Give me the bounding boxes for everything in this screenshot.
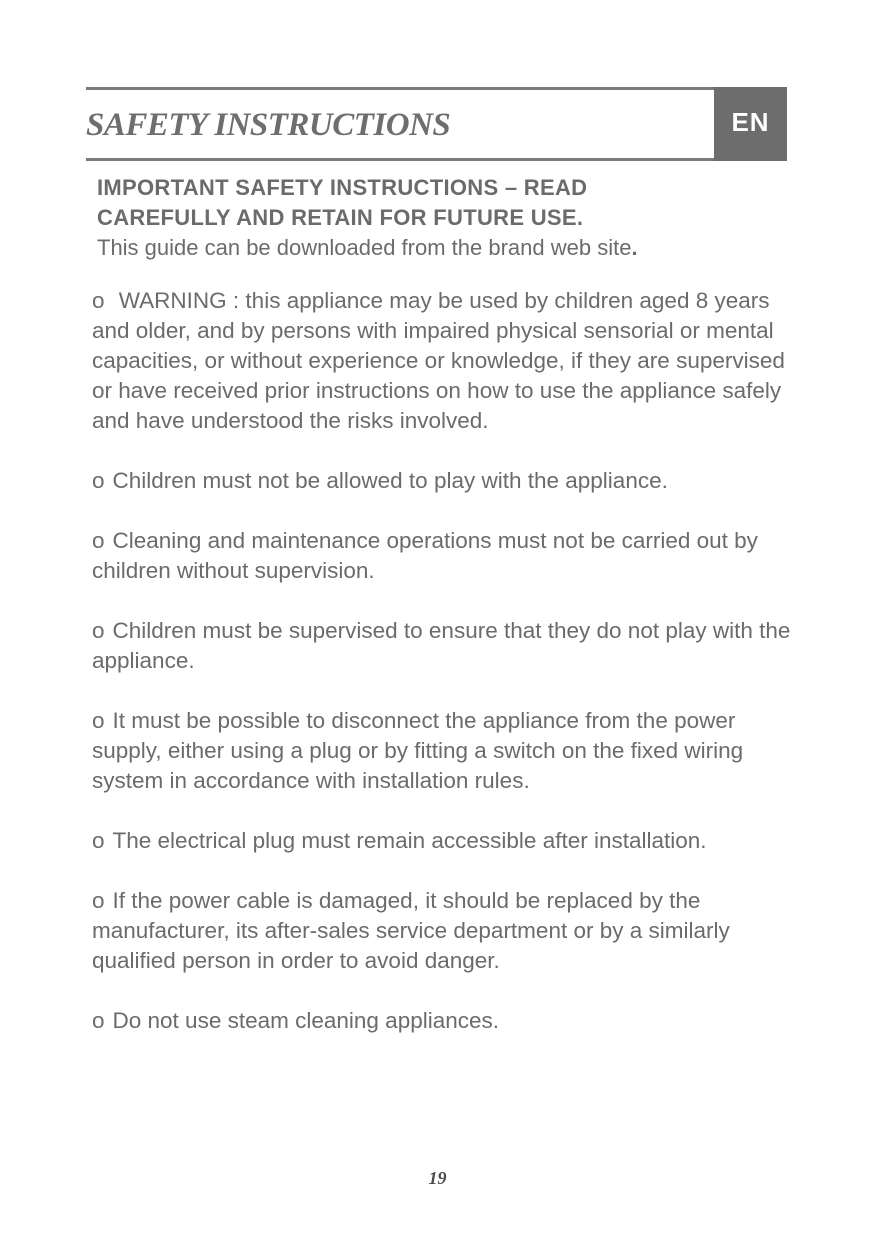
bullet-icon: o (92, 288, 105, 313)
language-tab: EN (714, 87, 787, 161)
list-item-text: WARNING : this appliance may be used by children aged 8 years and older, and by persons with impaired physical sensorial or mental capacities, or without experience or knowledge, if they are supervised or have received prior instructions on how to use the appliance safely and have understood the risks involved. (92, 288, 785, 433)
bullet-icon: o (92, 708, 105, 733)
bullet-icon: o (92, 468, 105, 493)
page-number: 19 (428, 1168, 447, 1188)
list-item (92, 466, 792, 496)
header-top-rule (86, 87, 716, 90)
bullet-icon: o (92, 888, 105, 913)
list-item (92, 1006, 792, 1036)
page-header (86, 87, 787, 161)
header-bottom-rule (86, 158, 716, 161)
safety-instructions-list (92, 286, 792, 1066)
list-item (92, 526, 792, 586)
list-item (92, 286, 792, 436)
page-title: SAFETY INSTRUCTIONS (86, 107, 451, 143)
important-notice: IMPORTANT SAFETY INSTRUCTIONS – READ CAREFULLY AND RETAIN FOR FUTURE USE. (97, 175, 588, 230)
list-item (92, 616, 792, 676)
list-item (92, 886, 792, 976)
list-item (92, 706, 792, 796)
bullet-icon: o (92, 1008, 105, 1033)
list-item-text: Do not use steam cleaning appliances. (112, 1008, 500, 1033)
bullet-icon: o (92, 828, 105, 853)
download-note (97, 233, 787, 263)
list-item-text: Children must be supervised to ensure that they do not play with the appliance. (92, 618, 791, 673)
download-note-period: . (631, 235, 638, 260)
list-item-text: If the power cable is damaged, it should be replaced by the manufacturer, its after-sales service department or by a similarly qualified person in order to avoid danger. (92, 888, 730, 973)
bullet-icon: o (92, 618, 105, 643)
list-item-text: Cleaning and maintenance operations must not be carried out by children without supervision. (92, 528, 758, 583)
list-item-text: Children must not be allowed to play with the appliance. (112, 468, 668, 493)
bullet-icon: o (92, 528, 105, 553)
download-note-text: This guide can be downloaded from the brand web site (97, 235, 632, 260)
list-item-text: It must be possible to disconnect the appliance from the power supply, either using a plug or by fitting a switch on the fixed wiring system in accordance with installation rules. (92, 708, 744, 793)
intro-section (97, 173, 787, 263)
list-item (92, 826, 792, 856)
list-item-text: The electrical plug must remain accessible after installation. (112, 828, 707, 853)
